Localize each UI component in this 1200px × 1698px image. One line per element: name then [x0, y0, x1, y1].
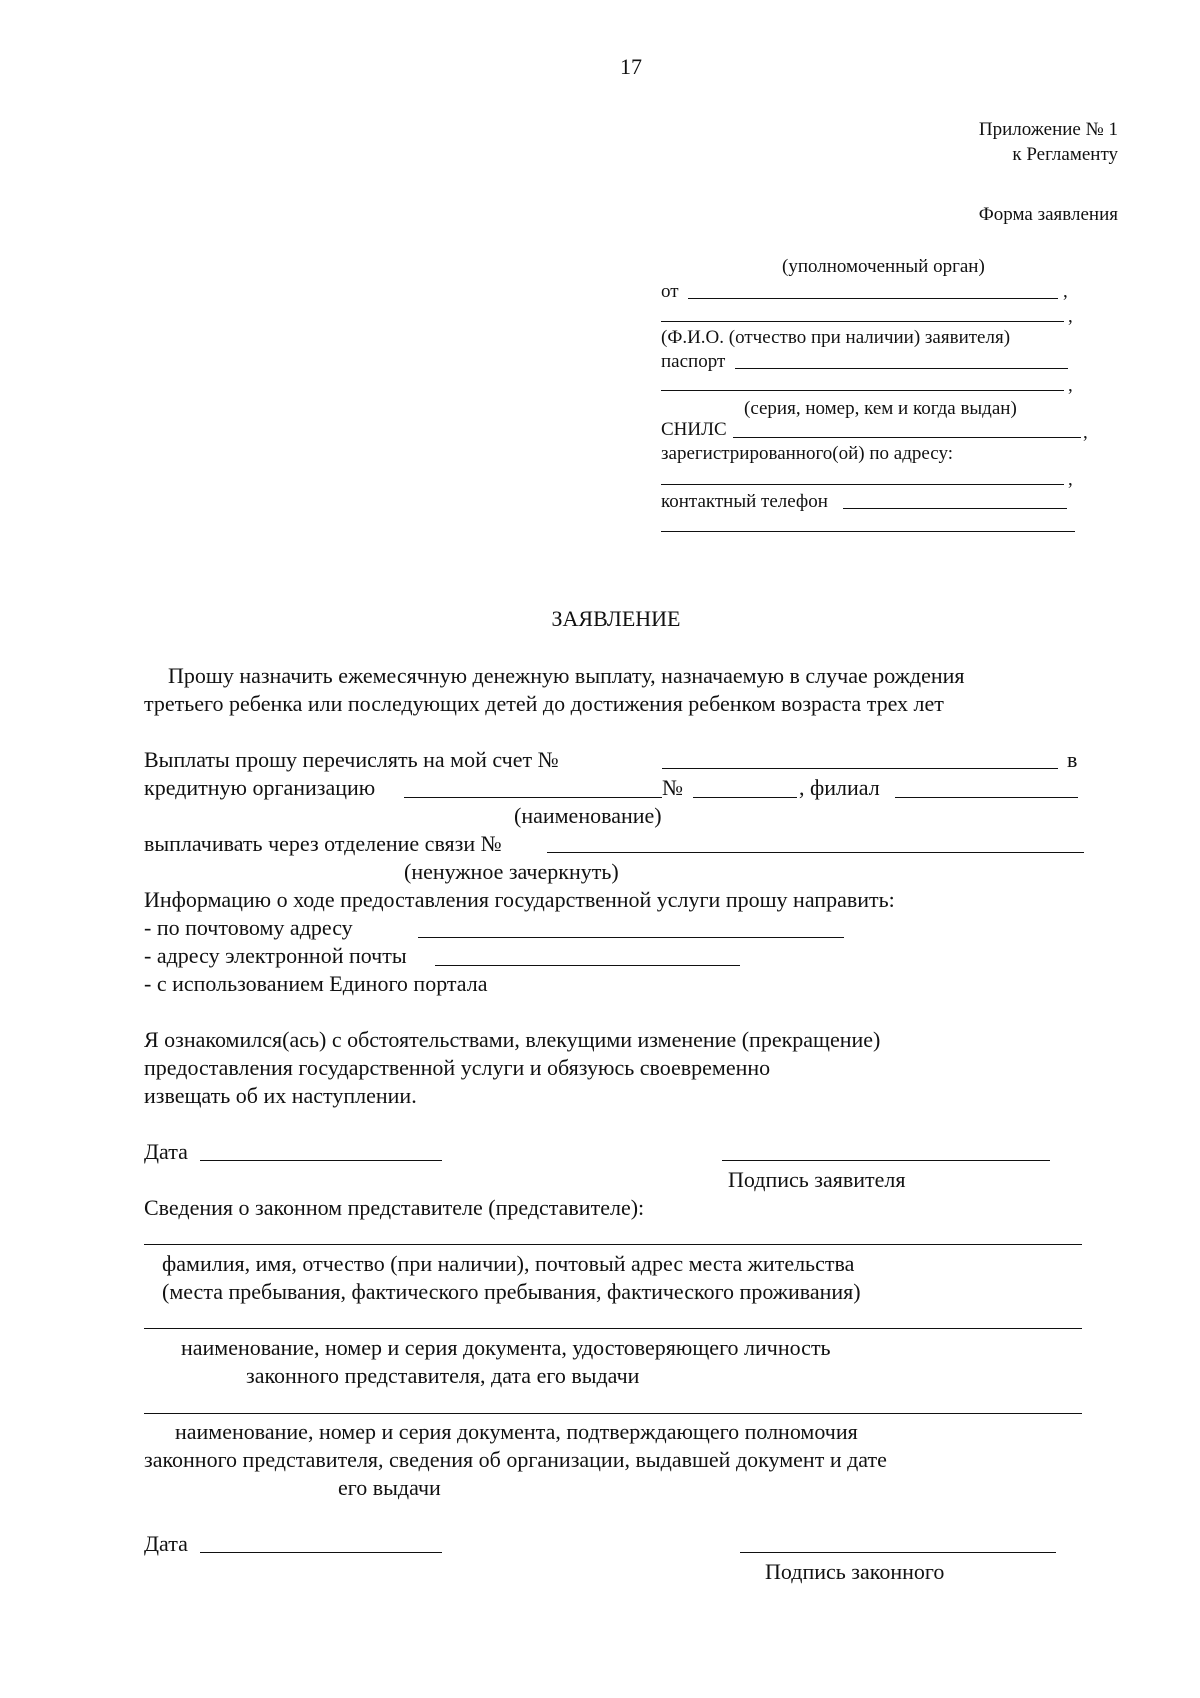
account-label: Выплаты прошу перечислять на мой счет №	[144, 747, 559, 772]
ack-line1: Я ознакомился(ась) с обстоятельствами, влекущими изменение (прекращение)	[144, 1027, 881, 1052]
fio-caption: (Ф.И.О. (отчество при наличии) заявителя)	[661, 327, 1011, 348]
rep-caption2-line2: законного представителя, дата его выдачи	[246, 1363, 640, 1388]
snils-line[interactable]	[733, 437, 1081, 438]
postal-office-line[interactable]	[547, 852, 1084, 853]
in-word: в	[1067, 747, 1078, 772]
comma: ,	[1083, 422, 1088, 443]
notification-portal: - с использованием Единого портала	[144, 971, 488, 996]
rep-caption1-line2: (места пребывания, фактического пребывания, фактического проживания)	[162, 1279, 861, 1304]
date-label-2: Дата	[144, 1531, 188, 1556]
passport-line[interactable]	[735, 368, 1068, 369]
rep-caption3-line2: законного представителя, сведения об организации, выдавшей документ и дате	[144, 1447, 887, 1472]
phone-label: контактный телефон	[661, 491, 828, 512]
account-number-line[interactable]	[662, 768, 1058, 769]
extra-line[interactable]	[661, 531, 1075, 532]
strike-caption: (ненужное зачеркнуть)	[404, 859, 619, 884]
date-line-2[interactable]	[200, 1552, 442, 1553]
name-caption: (наименование)	[514, 803, 662, 828]
from-label: от	[661, 281, 679, 302]
rep-caption1-line1: фамилия, имя, отчество (при наличии), почтовый адрес места жительства	[162, 1251, 855, 1276]
date-line[interactable]	[200, 1160, 442, 1161]
comma: ,	[1068, 469, 1073, 490]
branch-line[interactable]	[895, 797, 1078, 798]
postal-address-line[interactable]	[418, 937, 844, 938]
postal-office-label: выплачивать через отделение связи №	[144, 831, 502, 856]
authority-caption: (уполномоченный орган)	[782, 256, 985, 277]
from-line[interactable]	[688, 298, 1058, 299]
email-line[interactable]	[435, 965, 740, 966]
representative-signature-caption: Подпись законного	[765, 1559, 945, 1584]
ack-line3: извещать об их наступлении.	[144, 1083, 417, 1108]
request-line2: третьего ребенка или последующих детей до достижения ребенком возраста трех лет	[144, 691, 944, 716]
representative-authority-line[interactable]	[144, 1413, 1082, 1414]
number-sign: №	[662, 775, 683, 800]
date-label: Дата	[144, 1139, 188, 1164]
applicant-name-line[interactable]	[661, 321, 1064, 322]
representative-id-line[interactable]	[144, 1328, 1082, 1329]
snils-label: СНИЛС	[661, 419, 727, 440]
representative-title: Сведения о законном представителе (представителе):	[144, 1195, 645, 1220]
appendix-line1: Приложение № 1	[978, 119, 1118, 140]
passport-caption: (серия, номер, кем и когда выдан)	[744, 398, 1017, 419]
form-title: Форма заявления	[978, 204, 1118, 225]
applicant-signature-caption: Подпись заявителя	[728, 1167, 906, 1192]
rep-caption3-line3: его выдачи	[338, 1475, 441, 1500]
request-line1: Прошу назначить ежемесячную денежную выплату, назначаемую в случае рождения	[168, 663, 965, 688]
appendix-line2: к Регламенту	[1012, 144, 1118, 165]
passport-line-2[interactable]	[661, 390, 1064, 391]
notification-postal: - по почтовому адресу	[144, 915, 353, 940]
page-number: 17	[620, 54, 642, 79]
credit-org-label: кредитную организацию	[144, 775, 376, 800]
address-line[interactable]	[661, 484, 1064, 485]
document-title: ЗАЯВЛЕНИЕ	[551, 606, 681, 631]
rep-caption3-line1: наименование, номер и серия документа, подтверждающего полномочия	[175, 1419, 858, 1444]
representative-name-line[interactable]	[144, 1244, 1082, 1245]
registered-label: зарегистрированного(ой) по адресу:	[661, 443, 953, 464]
credit-org-number-line[interactable]	[693, 797, 797, 798]
notification-intro: Информацию о ходе предоставления государственной услуги прошу направить:	[144, 887, 895, 912]
phone-line[interactable]	[843, 508, 1067, 509]
rep-caption2-line1: наименование, номер и серия документа, удостоверяющего личность	[181, 1335, 831, 1360]
ack-line2: предоставления государственной услуги и обязуюсь своевременно	[144, 1055, 771, 1080]
notification-email: - адресу электронной почты	[144, 943, 407, 968]
passport-label: паспорт	[661, 351, 726, 372]
comma: ,	[1068, 375, 1073, 396]
branch-label: , филиал	[799, 775, 880, 800]
applicant-signature-line[interactable]	[722, 1160, 1050, 1161]
comma: ,	[1063, 281, 1068, 302]
comma: ,	[1068, 306, 1073, 327]
credit-org-line[interactable]	[404, 797, 662, 798]
representative-signature-line[interactable]	[740, 1552, 1056, 1553]
